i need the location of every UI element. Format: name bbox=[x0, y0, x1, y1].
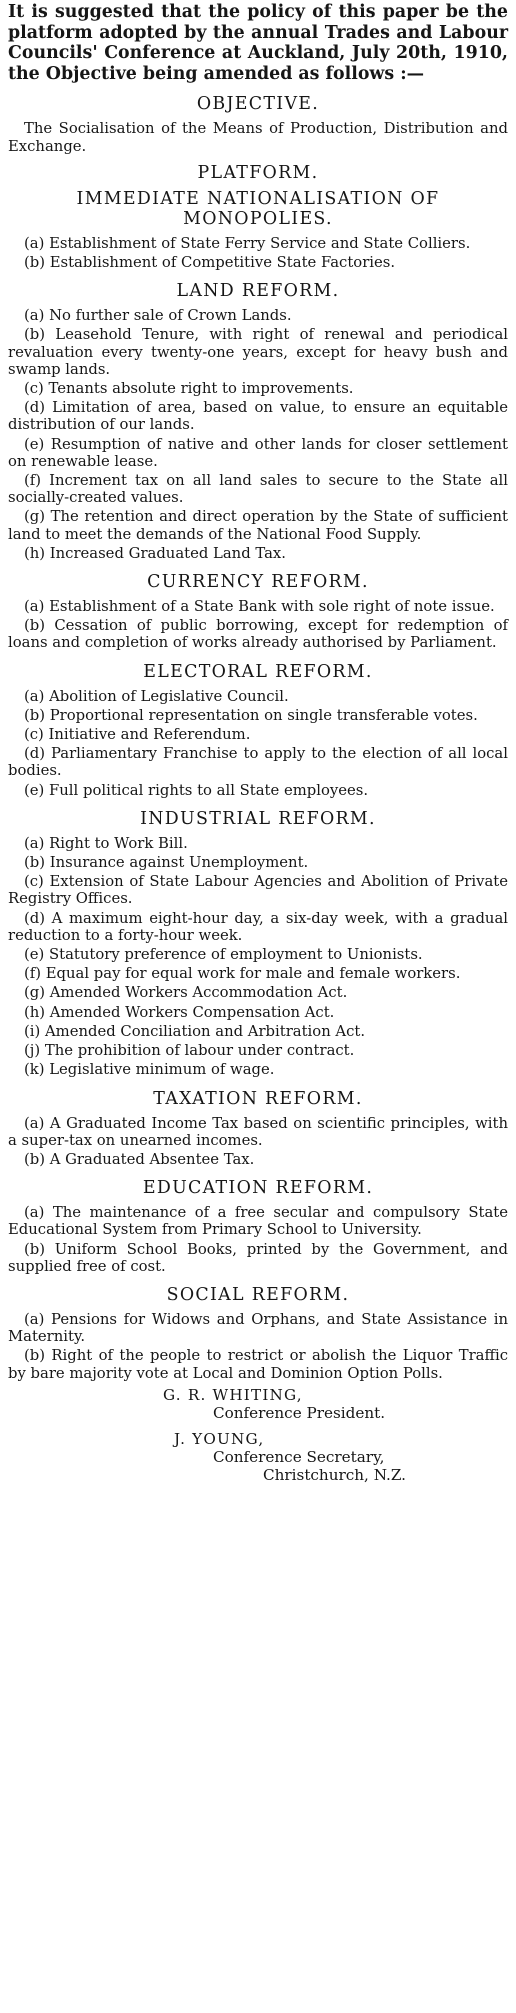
signatures bbox=[8, 1386, 508, 1484]
platform-item: (j) The prohibition of labour under contract. bbox=[24, 1042, 355, 1060]
platform-item: (a) A Graduated Income Tax based on scientific principles, with a super-tax on unearned incomes. bbox=[8, 1114, 508, 1149]
platform-item: (b) Right of the people to restrict or abolish the Liquor Traffic by bare majority vote at Local and Dominion Option Polls. bbox=[8, 1347, 508, 1382]
signatory-name: J. YOUNG, bbox=[174, 1429, 265, 1448]
platform-item: (a) Establishment of a State Bank with sole right of note issue. bbox=[24, 598, 495, 616]
section-heading: ELECTORAL REFORM. bbox=[143, 661, 373, 682]
platform-item: (e) Statutory preference of employment to Unionists. bbox=[24, 946, 423, 964]
section-taxation bbox=[8, 1089, 508, 1169]
section-nationalisation bbox=[8, 189, 508, 271]
platform-item: (g) Amended Workers Accommodation Act. bbox=[24, 984, 348, 1002]
platform-item: (e) Resumption of native and other lands for closer settlement on renewable lease. bbox=[8, 435, 508, 470]
platform-item: (b) Uniform School Books, printed by the Government, and supplied free of cost. bbox=[8, 1240, 508, 1275]
platform-item: (a) Abolition of Legislative Council. bbox=[24, 687, 289, 705]
section-heading: TAXATION REFORM. bbox=[153, 1088, 363, 1109]
platform-item: (i) Amended Conciliation and Arbitration Act. bbox=[24, 1022, 366, 1040]
platform-item: (e) Full political rights to all State employees. bbox=[24, 781, 369, 799]
platform-sections bbox=[8, 189, 508, 1382]
platform-item: (c) Extension of State Labour Agencies and Abolition of Private Registry Offices. bbox=[8, 873, 508, 908]
platform-item: (d) Limitation of area, based on value, to ensure an equitable distribution of our lands. bbox=[8, 399, 508, 434]
platform-item: (b) A Graduated Absentee Tax. bbox=[24, 1150, 255, 1168]
section-electoral bbox=[8, 662, 508, 799]
platform-item: (d) Parliamentary Franchise to apply to the election of all local bodies. bbox=[8, 745, 508, 780]
platform-item: (a) Right to Work Bill. bbox=[24, 834, 188, 852]
section-industrial bbox=[8, 809, 508, 1079]
section-heading: LAND REFORM. bbox=[176, 281, 340, 302]
platform-item: (k) Legislative minimum of wage. bbox=[24, 1061, 275, 1079]
platform-item: (b) Leasehold Tenure, with right of renewal and periodical revaluation every twenty-one years, except for heavy bush and swamp lands. bbox=[8, 326, 508, 378]
platform-item: (c) Initiative and Referendum. bbox=[24, 726, 251, 744]
platform-item: (f) Equal pay for equal work for male and female workers. bbox=[24, 965, 461, 983]
platform-item: (b) Insurance against Unemployment. bbox=[24, 854, 309, 872]
platform-item: (f) Increment tax on all land sales to secure to the State all socially-created values. bbox=[8, 472, 508, 507]
platform-item: (d) A maximum eight-hour day, a six-day week, with a gradual reduction to a forty-hour week. bbox=[8, 909, 508, 944]
objective-text: The Socialisation of the Means of Production, Distribution and Exchange. bbox=[8, 120, 508, 155]
section-social bbox=[8, 1285, 508, 1382]
platform-item: (b) Cessation of public borrowing, except for redemption of loans and completion of works already authorised by Parliament. bbox=[8, 617, 508, 652]
signatory-name: G. R. WHITING, bbox=[163, 1385, 303, 1404]
platform-heading: PLATFORM. bbox=[197, 162, 319, 183]
section-land bbox=[8, 281, 508, 562]
section-heading: CURRENCY REFORM. bbox=[147, 572, 369, 593]
signatory-place: Christchurch, N.Z. bbox=[263, 1465, 406, 1484]
objective-heading: OBJECTIVE. bbox=[196, 94, 320, 115]
signatory-title: Conference Secretary, bbox=[213, 1447, 385, 1466]
signatory-title: Conference President. bbox=[213, 1403, 386, 1422]
intro-paragraph: It is suggested that the policy of this paper be the platform adopted by the annual Trades and Labour Councils' Conference at Auckland, July 20th, 1910, the Objective being amended as follows :— bbox=[8, 2, 508, 84]
platform-item: (b) Establishment of Competitive State Factories. bbox=[24, 253, 396, 271]
platform-item: (a) Pensions for Widows and Orphans, and State Assistance in Maternity. bbox=[8, 1310, 508, 1346]
platform-item: (h) Increased Graduated Land Tax. bbox=[24, 544, 286, 562]
section-currency bbox=[8, 572, 508, 652]
platform-item: (c) Tenants absolute right to improvements. bbox=[24, 380, 354, 397]
section-heading: EDUCATION REFORM. bbox=[142, 1178, 374, 1199]
section-heading: INDUSTRIAL REFORM. bbox=[140, 808, 376, 829]
platform-item: (g) The retention and direct operation by the State of sufficient land to meet the demands of the National Food Supply. bbox=[8, 508, 508, 543]
platform-item: (a) No further sale of Crown Lands. bbox=[24, 307, 292, 325]
platform-item: (a) Establishment of State Ferry Service and State Colliers. bbox=[24, 234, 471, 252]
section-education bbox=[8, 1178, 508, 1275]
section-heading: IMMEDIATE NATIONALISATION OF MONOPOLIES. bbox=[76, 188, 440, 229]
platform-item: (h) Amended Workers Compensation Act. bbox=[24, 1003, 335, 1021]
platform-item: (a) The maintenance of a free secular and compulsory State Educational System from Primary School to University. bbox=[8, 1204, 508, 1239]
platform-item: (b) Proportional representation on single transferable votes. bbox=[24, 706, 478, 724]
section-heading: SOCIAL REFORM. bbox=[166, 1284, 350, 1305]
